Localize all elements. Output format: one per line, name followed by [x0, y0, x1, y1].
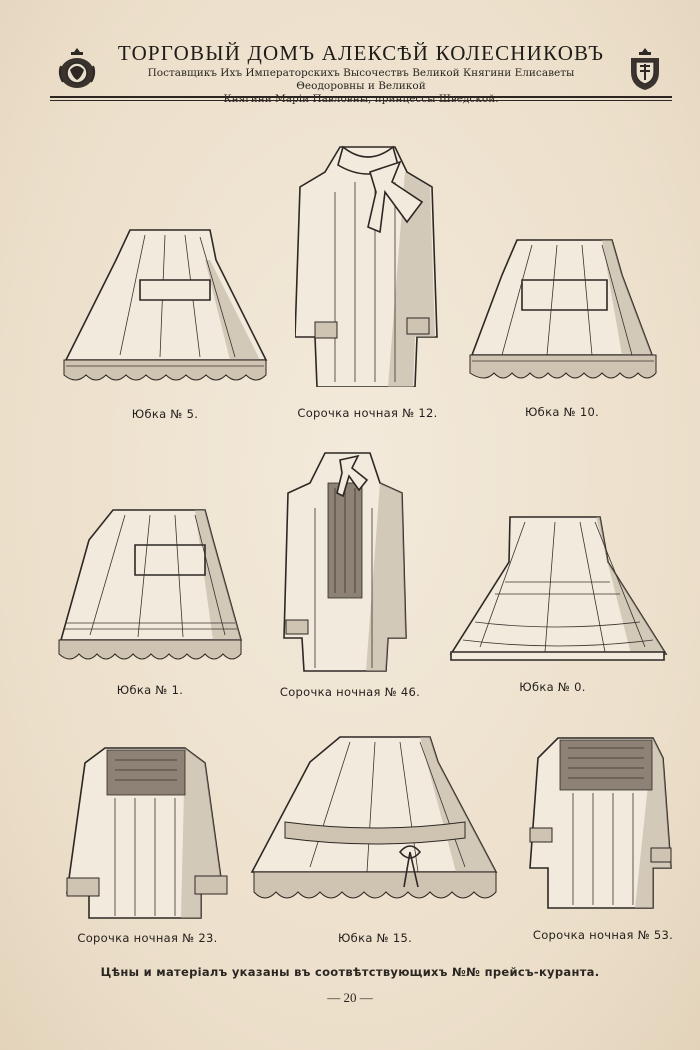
- catalog-item-nightgown-46: [279, 448, 421, 699]
- item-caption: Сорочка ночная № 12.: [297, 406, 438, 420]
- catalog-item-skirt-15: [250, 732, 500, 945]
- nightgown-illustration: [528, 728, 673, 913]
- item-caption: Юбка № 15.: [337, 931, 413, 945]
- catalog-item-skirt-10: [462, 235, 662, 419]
- item-caption: Юбка № 10.: [524, 405, 600, 419]
- header-rule-thin: [50, 100, 672, 101]
- catalog-item-skirt-5: [60, 225, 270, 421]
- skirt-illustration: [462, 235, 662, 400]
- header-rule-thick: [50, 96, 672, 98]
- catalog-header: [50, 38, 672, 105]
- subtitle-line-1: Поставщикъ Ихъ Императорскихъ Высочествъ Великой Княгини Елисаветы Θеодоровны и Великой: [147, 67, 575, 92]
- catalog-item-nightgown-53: [528, 728, 674, 942]
- store-title: ТОРГОВЫЙ ДОМЪ АЛЕКСѢЙ КОЛЕСНИКОВЪ: [117, 41, 605, 65]
- catalog-item-nightgown-23: [65, 738, 230, 945]
- skirt-illustration: [60, 225, 270, 400]
- nightgown-illustration: [65, 738, 230, 920]
- item-caption: Юбка № 1.: [116, 683, 184, 697]
- catalog-item-skirt-0: [445, 512, 670, 694]
- item-caption: Юбка № 0.: [519, 680, 586, 694]
- catalog-item-skirt-1: [55, 505, 245, 697]
- item-caption: Сорочка ночная № 46.: [279, 685, 421, 699]
- subtitle-line-2: Княгини Маріи Павловны, принцессы Шведской.: [223, 93, 499, 105]
- item-caption: Сорочка ночная № 23.: [77, 931, 218, 945]
- item-caption: Сорочка ночная № 53.: [532, 928, 674, 942]
- nightgown-illustration: [280, 448, 410, 673]
- item-caption: Юбка № 5.: [131, 407, 199, 421]
- imperial-crest-icon: [624, 46, 666, 92]
- imperial-crest-icon: [56, 46, 98, 92]
- skirt-illustration: [55, 505, 245, 675]
- catalog-item-nightgown-12: [295, 142, 440, 420]
- nightgown-illustration: [295, 142, 440, 387]
- page-number: — 20 —: [327, 990, 373, 1005]
- skirt-illustration: [445, 512, 670, 677]
- skirt-illustration: [250, 732, 500, 912]
- price-list-note: Цѣны и матеріалъ указаны въ соотвѣтствующихъ №№ прейсъ-куранта.: [100, 965, 600, 979]
